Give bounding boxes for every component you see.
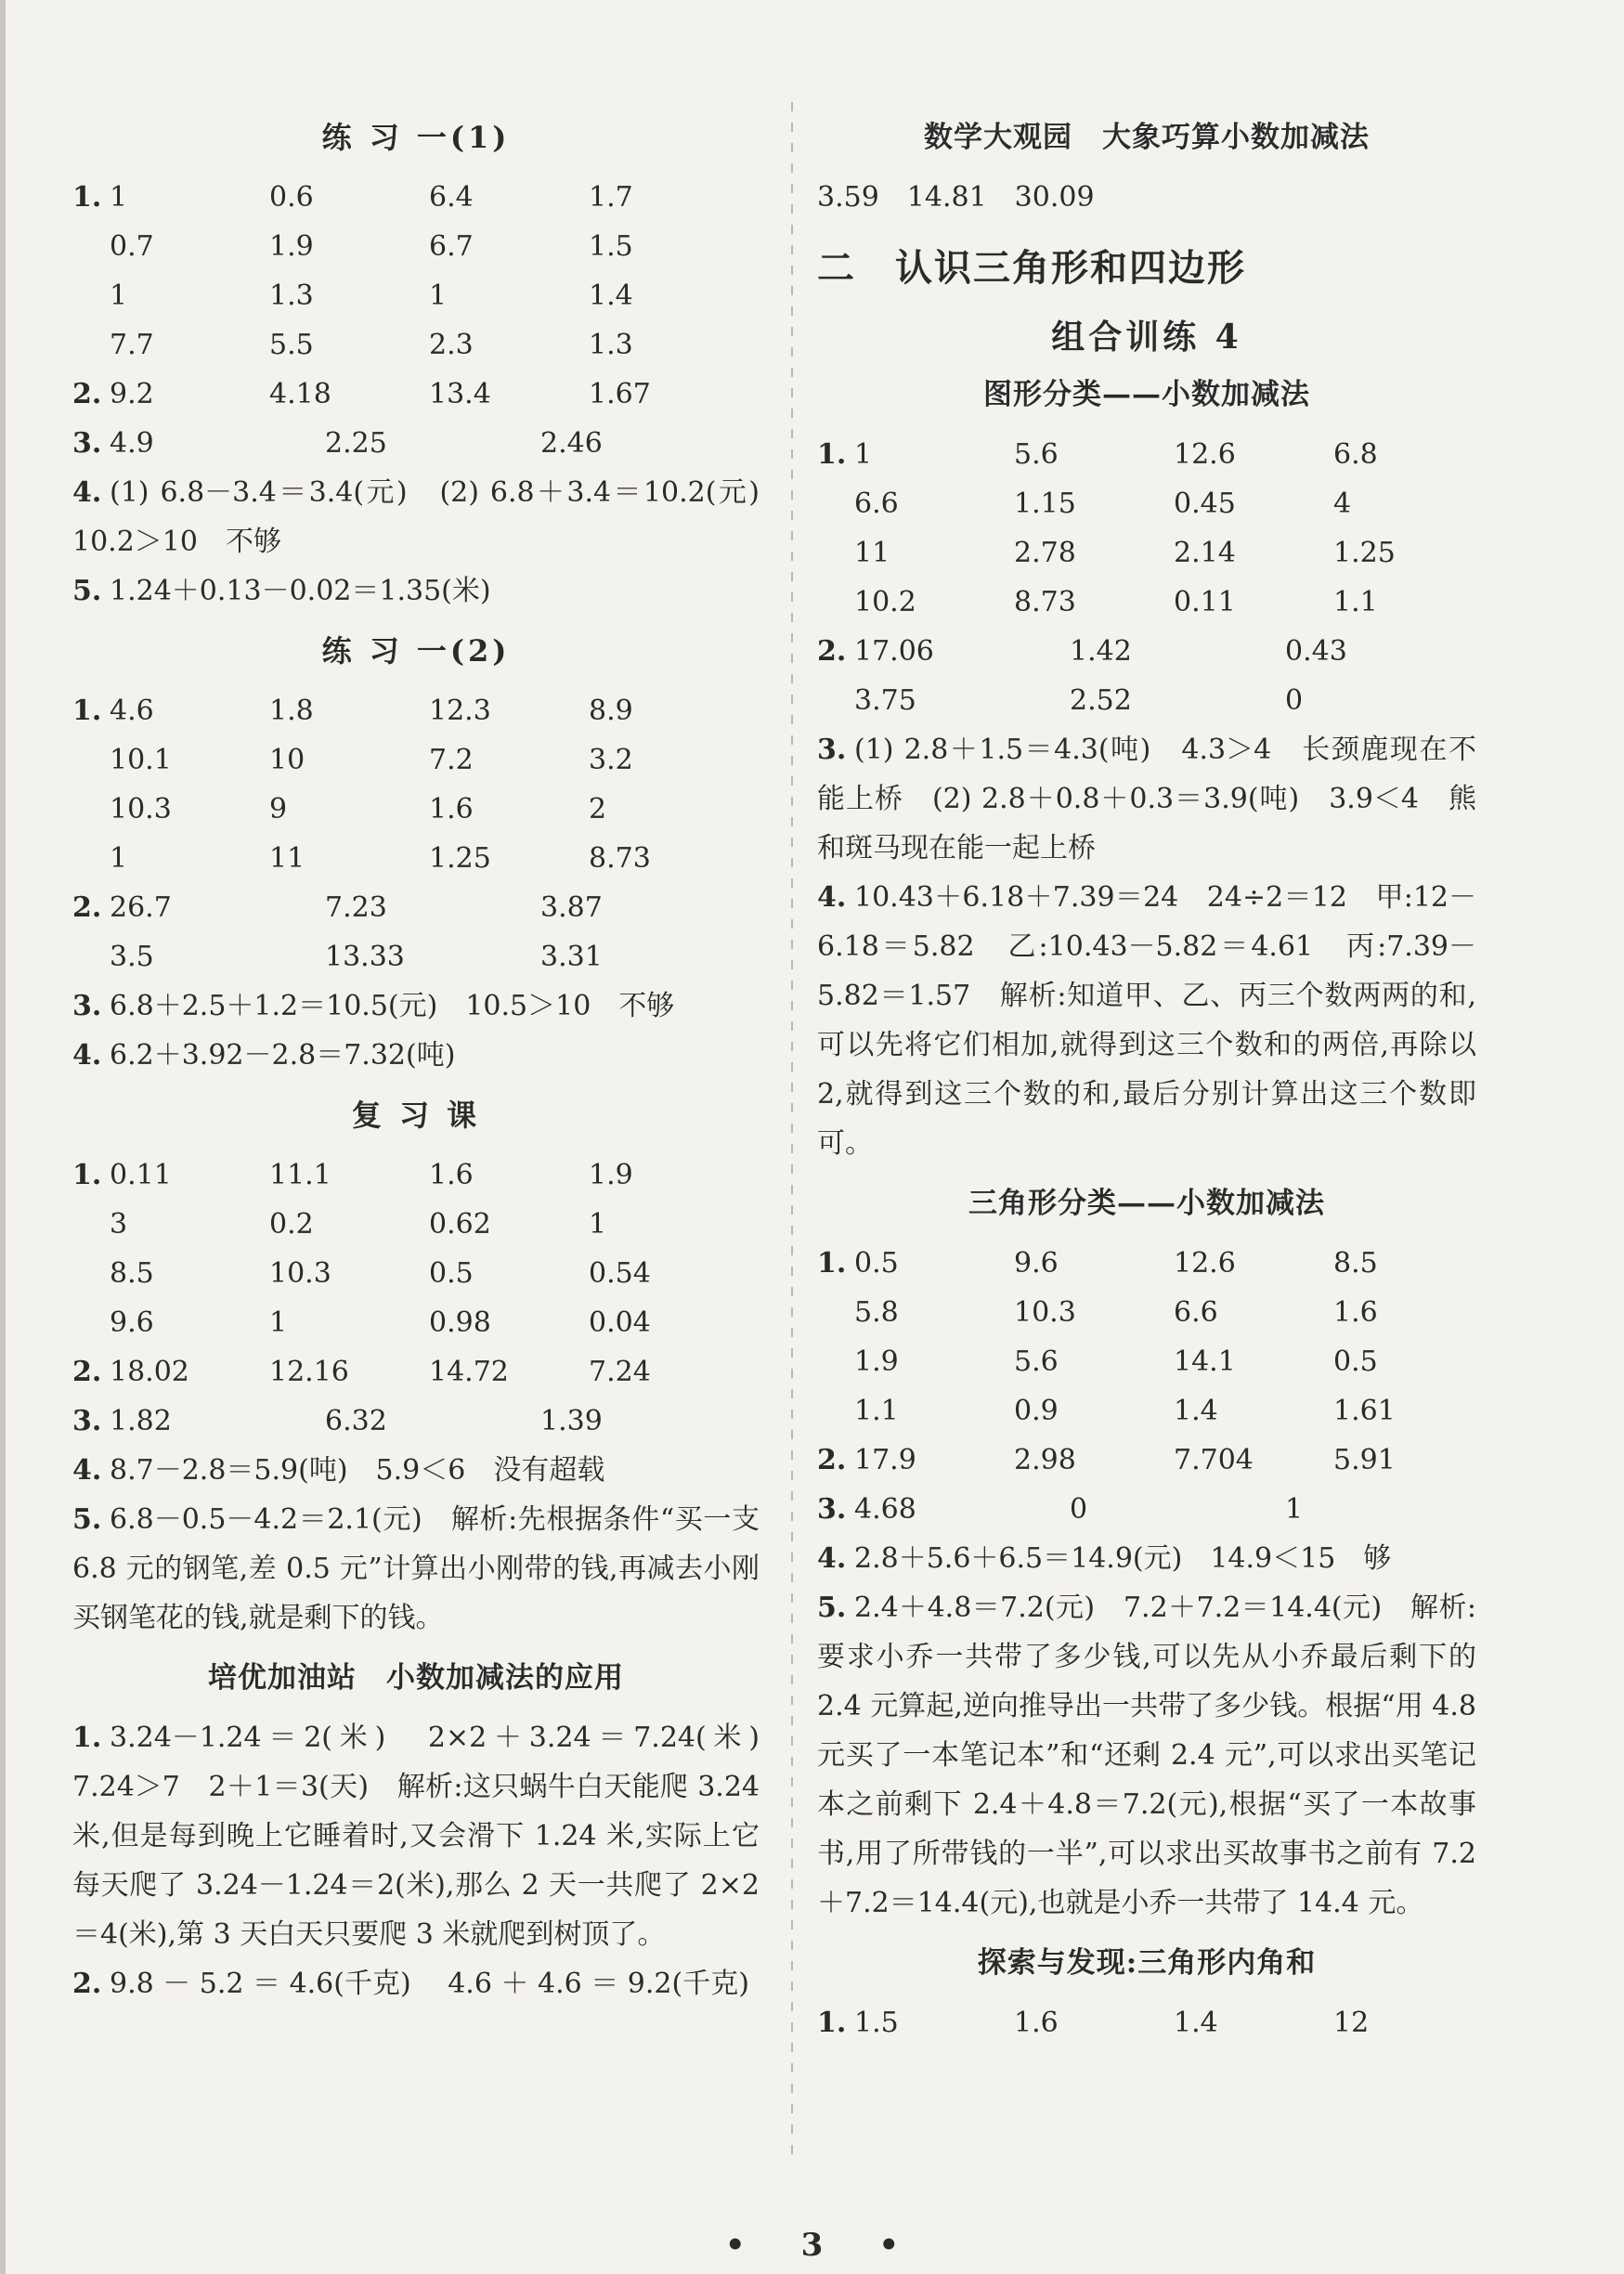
answer-cell: 12.6 <box>1174 1247 1236 1280</box>
answer-cell: 0.45 <box>1174 487 1236 520</box>
answer-cell: 1 <box>269 1306 288 1339</box>
answer-cell: 4.18 <box>269 378 331 410</box>
question-number: 1. <box>72 1159 102 1191</box>
answer-cell: 10 <box>269 744 305 776</box>
answer-cell: 18.02 <box>110 1356 189 1388</box>
answer-cell: 11 <box>854 537 890 569</box>
answer-row <box>817 676 1476 725</box>
answer-cell: 1.5 <box>589 230 633 263</box>
answer-cell: 10.3 <box>1014 1296 1076 1329</box>
question-number <box>72 222 110 271</box>
answer-paragraph <box>72 1495 760 1643</box>
answer-row <box>817 1288 1476 1337</box>
answer-cell: 1.42 <box>1070 635 1132 668</box>
question-number: 2. <box>817 1444 847 1476</box>
answer-cell: 9.2 <box>110 378 154 410</box>
right-column <box>817 102 1476 2047</box>
answer-row <box>72 1298 760 1347</box>
answer-paragraph <box>72 981 760 1031</box>
section-title: 探索与发现:三角形内角和 <box>977 1946 1317 1980</box>
question-number: 4. <box>817 1542 847 1575</box>
answer-cell: 5.6 <box>1014 438 1059 471</box>
answer-cell: 8.5 <box>1333 1247 1378 1280</box>
answer-cell: 7.23 <box>325 891 387 924</box>
answer-cell: 8.73 <box>589 842 651 875</box>
answer-row <box>72 370 760 419</box>
answer-text: 1.24＋0.13－0.02＝1.35(米) <box>110 575 491 607</box>
question-number: 1. <box>72 695 102 727</box>
answer-cell: 0.7 <box>110 230 154 263</box>
answer-cell: 1.61 <box>1333 1395 1396 1427</box>
answer-cell: 1.8 <box>269 695 314 727</box>
answer-cell: 0.9 <box>1014 1395 1059 1427</box>
answer-row <box>817 1998 1476 2047</box>
group-title: 组合训练 4 <box>1051 318 1242 357</box>
question-number <box>817 479 854 528</box>
answer-cell: 1.4 <box>1174 2007 1218 2039</box>
answer-cell: 1.6 <box>1333 1296 1378 1329</box>
answer-cell: 0.04 <box>589 1306 651 1339</box>
answer-cell: 17.9 <box>854 1444 916 1476</box>
question-number <box>817 528 854 578</box>
right-sections <box>817 372 1476 2047</box>
question-number <box>817 1337 854 1386</box>
answer-text: 8.7－2.8＝5.9(吨) 5.9＜6 没有超载 <box>110 1454 605 1487</box>
answer-paragraph <box>72 1713 787 1959</box>
answer-paragraph <box>72 1031 760 1080</box>
answer-paragraph <box>817 1583 1476 1928</box>
answer-cell: 1 <box>110 842 128 875</box>
answer-cell: 1.1 <box>854 1395 899 1427</box>
question-number: 4. <box>817 881 847 914</box>
answer-cell: 0.2 <box>269 1208 314 1241</box>
answer-row <box>72 1397 760 1446</box>
answer-cell: 5.5 <box>269 329 314 361</box>
answer-cell: 1.6 <box>429 793 474 825</box>
question-number: 2. <box>72 378 102 410</box>
answer-cell: 5.8 <box>854 1296 899 1329</box>
answer-cell: 0.5 <box>1333 1345 1378 1378</box>
section-title: 数学大观园 大象巧算小数加减法 <box>924 121 1370 154</box>
answer-row <box>72 834 760 883</box>
answer-cell: 0.6 <box>269 181 314 214</box>
answer-row <box>817 1337 1476 1386</box>
answer-cell: 1.6 <box>1014 2007 1059 2039</box>
answer-cell: 1 <box>110 181 128 214</box>
answer-cell: 2.52 <box>1070 684 1132 717</box>
answer-cell: 3.31 <box>540 941 603 973</box>
answer-cell: 3.75 <box>854 684 916 717</box>
question-number <box>72 1298 110 1347</box>
answer-row <box>72 883 760 932</box>
answer-cell: 6.7 <box>429 230 474 263</box>
answer-cell: 11.1 <box>269 1159 331 1191</box>
answer-row <box>72 932 760 981</box>
answer-row <box>817 479 1476 528</box>
question-number <box>72 735 110 785</box>
answer-row <box>817 627 1476 676</box>
answer-cell: 1.1 <box>1333 586 1378 618</box>
answer-cell: 0.11 <box>1174 586 1236 618</box>
question-number <box>72 1249 110 1298</box>
answer-cell: 1.4 <box>589 279 633 312</box>
answer-row <box>72 271 760 320</box>
answer-cell: 1 <box>854 438 873 471</box>
answer-cell: 2.78 <box>1014 537 1076 569</box>
answer-cell: 2.14 <box>1174 537 1236 569</box>
section-title: 练 习 一(2) <box>321 633 511 669</box>
answer-row <box>72 173 760 222</box>
question-number: 2. <box>72 1968 102 2000</box>
answer-cell: 0.98 <box>429 1306 491 1339</box>
answer-cell: 1 <box>1285 1493 1304 1526</box>
question-number: 2. <box>72 1356 102 1388</box>
answer-paragraph <box>817 873 1476 1168</box>
answer-cell: 2.25 <box>325 427 387 460</box>
answer-cell: 1.25 <box>429 842 491 875</box>
answer-cell: 0 <box>1070 1493 1088 1526</box>
section-title: 培优加油站 小数加减法的应用 <box>208 1661 624 1695</box>
question-number <box>72 1200 110 1249</box>
answer-text: (1) 6.8－3.4＝3.4(元) (2) 6.8＋3.4＝10.2(元) 10.2＞10 不够 <box>72 476 787 558</box>
answer-cell: 6.6 <box>854 487 899 520</box>
answer-cell: 10.1 <box>110 744 172 776</box>
question-number <box>72 320 110 370</box>
answer-cell: 2.46 <box>540 427 603 460</box>
column-divider <box>791 102 793 2164</box>
answer-cell: 4.9 <box>110 427 154 460</box>
question-number <box>817 676 854 725</box>
question-number: 3. <box>72 1405 102 1437</box>
answer-cell: 13.33 <box>325 941 405 973</box>
answer-cell: 3.5 <box>110 941 154 973</box>
answer-row <box>72 1200 760 1249</box>
answer-paragraph <box>817 1534 1476 1583</box>
answer-row <box>72 222 760 271</box>
question-number <box>72 834 110 883</box>
answer-cell: 0.5 <box>854 1247 899 1280</box>
answer-paragraph <box>72 1959 760 2008</box>
answer-row <box>817 430 1476 479</box>
question-number: 5. <box>72 1503 102 1536</box>
answer-cell: 2 <box>589 793 607 825</box>
answer-cell: 7.2 <box>429 744 474 776</box>
answer-cell: 1 <box>429 279 448 312</box>
answer-cell: 9 <box>269 793 288 825</box>
answer-row <box>72 1150 760 1200</box>
question-number <box>817 1288 854 1337</box>
answer-cell: 12.16 <box>269 1356 349 1388</box>
answer-cell: 3.87 <box>540 891 603 924</box>
answer-cell: 0.11 <box>110 1159 172 1191</box>
question-number <box>72 271 110 320</box>
answer-text: 6.8－0.5－4.2＝2.1(元) 解析:先根据条件“买一支 6.8 元的钢笔,差 0.5 元”计算出小刚带的钱,再减去小刚买钢笔花的钱,就是剩下的钱。 <box>72 1503 760 1634</box>
answer-cell: 1.9 <box>854 1345 899 1378</box>
answer-cell: 8.5 <box>110 1257 154 1290</box>
question-number <box>72 932 110 981</box>
question-number: 4. <box>72 1454 102 1487</box>
answer-cell: 10.3 <box>110 793 172 825</box>
answer-cell: 3.2 <box>589 744 633 776</box>
answer-cell: 1.3 <box>589 329 633 361</box>
answer-cell: 12.6 <box>1174 438 1236 471</box>
page-number: • 3 • <box>724 2227 900 2264</box>
answer-text: 3.24－1.24＝2(米) 2×2＋3.24＝7.24(米) 7.24＞7 2＋1＝3(天) 解析:这只蜗牛白天能爬 3.24 米,但是每到晚上它睡着时,又会滑下 1.24 米,实际上它每天爬了 3.24－1.24＝2(米),那么 2 天一共爬了 2×2＝4(米),第 3 天白天只要爬 3 米就爬到树顶了。 <box>72 1722 787 1951</box>
answer-row <box>817 578 1476 627</box>
section-title: 图形分类——小数加减法 <box>983 378 1310 411</box>
answer-cell: 1.15 <box>1014 487 1076 520</box>
section-title: 练 习 一(1) <box>321 120 511 155</box>
question-number: 1. <box>817 1247 847 1280</box>
answer-cell: 3 <box>110 1208 128 1241</box>
answer-cell: 1.5 <box>854 2007 899 2039</box>
answer-text: (1) 2.8＋1.5＝4.3(吨) 4.3＞4 长颈鹿现在不能上桥 (2) 2.8＋0.8＋0.3＝3.9(吨) 3.9＜4 熊和斑马现在能一起上桥 <box>817 734 1476 864</box>
question-number: 4. <box>72 1039 102 1072</box>
answer-paragraph <box>817 725 1476 873</box>
answer-paragraph <box>72 468 787 566</box>
answer-cell: 0.62 <box>429 1208 491 1241</box>
question-number: 1. <box>817 438 847 471</box>
answer-cell: 7.704 <box>1174 1444 1254 1476</box>
question-number: 2. <box>817 635 847 668</box>
answer-cell: 6.6 <box>1174 1296 1218 1329</box>
answer-cell: 1.9 <box>269 230 314 263</box>
question-number: 3. <box>72 990 102 1022</box>
answer-cell: 1.39 <box>540 1405 603 1437</box>
answer-cell: 6.4 <box>429 181 474 214</box>
answer-cell: 1.6 <box>429 1159 474 1191</box>
answer-cell: 4 <box>1333 487 1352 520</box>
answer-cell: 13.4 <box>429 378 491 410</box>
answer-cell: 1.25 <box>1333 537 1396 569</box>
answer-row <box>72 419 760 468</box>
answer-cell: 1.3 <box>269 279 314 312</box>
answer-cell: 5.91 <box>1333 1444 1396 1476</box>
answer-row <box>72 1347 760 1397</box>
answer-row: 3.59 14.81 30.09 <box>817 181 1095 214</box>
answer-cell: 9.6 <box>110 1306 154 1339</box>
answer-paragraph <box>72 1446 760 1495</box>
answer-cell: 4.68 <box>854 1493 916 1526</box>
answer-cell: 7.7 <box>110 329 154 361</box>
answer-row <box>817 1436 1476 1485</box>
page-edge-shadow <box>0 0 6 2274</box>
answer-cell: 6.8 <box>1333 438 1378 471</box>
question-number: 2. <box>72 891 102 924</box>
answer-cell: 0.5 <box>429 1257 474 1290</box>
part-heading: 二 认识三角形和四边形 <box>817 246 1246 290</box>
section-title: 复 习 课 <box>351 1098 481 1133</box>
answer-cell: 10.3 <box>269 1257 331 1290</box>
answer-cell: 11 <box>269 842 305 875</box>
answer-text: 2.4＋4.8＝7.2(元) 7.2＋7.2＝14.4(元) 解析:要求小乔一共带了多少钱,可以先从小乔最后剩下的 2.4 元算起,逆向推导出一共带了多少钱。根据“用 4.8 元买了一本笔记本”和“还剩 2.4 元”,可以求出买笔记本之前剩下 2.4＋4.8＝7.2(元),根据“买了一本故事书,用了所带钱的一半”,可以求出买故事书之前有 7.2＋7.2＝14.4(元),也就是小乔一共带了 14.4 元。 <box>817 1592 1476 1919</box>
answer-cell: 6.32 <box>325 1405 387 1437</box>
answer-cell: 10.2 <box>854 586 916 618</box>
question-number <box>72 785 110 834</box>
answer-row <box>817 1239 1476 1288</box>
answer-cell: 17.06 <box>854 635 934 668</box>
answer-row <box>72 735 760 785</box>
answer-cell: 26.7 <box>110 891 172 924</box>
question-number: 3. <box>817 1493 847 1526</box>
answer-cell: 1.7 <box>589 181 633 214</box>
answer-cell: 1.82 <box>110 1405 172 1437</box>
question-number <box>817 1386 854 1436</box>
answer-cell: 0.43 <box>1285 635 1347 668</box>
answer-row <box>72 785 760 834</box>
answer-cell: 12 <box>1333 2007 1370 2039</box>
answer-cell: 0.54 <box>589 1257 651 1290</box>
question-number: 5. <box>72 575 102 607</box>
answer-cell: 1.9 <box>589 1159 633 1191</box>
section-title: 三角形分类——小数加减法 <box>968 1187 1325 1220</box>
answer-row <box>817 528 1476 578</box>
question-number: 5. <box>817 1592 847 1624</box>
question-number: 1. <box>817 2007 847 2039</box>
answer-text: 2.8＋5.6＋6.5＝14.9(元) 14.9＜15 够 <box>854 1542 1392 1575</box>
answer-cell: 12.3 <box>429 695 491 727</box>
left-column <box>72 102 787 2008</box>
answer-cell: 9.6 <box>1014 1247 1059 1280</box>
answer-text: 6.2＋3.92－2.8＝7.32(吨) <box>110 1039 456 1072</box>
answer-cell: 1 <box>110 279 128 312</box>
answer-row <box>72 686 760 735</box>
answer-cell: 8.73 <box>1014 586 1076 618</box>
answer-row <box>72 1249 760 1298</box>
answer-cell: 2.3 <box>429 329 474 361</box>
answer-row <box>817 1386 1476 1436</box>
answer-paragraph <box>72 566 760 616</box>
answer-cell: 14.1 <box>1174 1345 1236 1378</box>
answer-cell: 7.24 <box>589 1356 651 1388</box>
answer-row <box>72 320 760 370</box>
answer-row <box>817 1485 1476 1534</box>
answer-cell: 0 <box>1285 684 1304 717</box>
answer-text: 10.43＋6.18＋7.39＝24 24÷2＝12 甲:12－6.18＝5.82 乙:10.43－5.82＝4.61 丙:7.39－5.82＝1.57 解析:知道甲、乙、丙三个数两两的和,可以先将它们相加,就得到这三个数和的两倍,再除以 2,就得到这三个数的和,最后分别计算出这三个数即可。 <box>817 881 1476 1160</box>
question-number <box>817 578 854 627</box>
question-number: 3. <box>817 734 847 766</box>
answer-text: 9.8 － 5.2 ＝ 4.6(千克) 4.6 ＋ 4.6 ＝ 9.2(千克) <box>110 1968 749 2000</box>
answer-cell: 1 <box>589 1208 607 1241</box>
answer-text: 6.8＋2.5＋1.2＝10.5(元) 10.5＞10 不够 <box>110 990 675 1022</box>
question-number: 1. <box>72 1722 102 1754</box>
question-number: 4. <box>72 476 102 509</box>
answer-cell: 4.6 <box>110 695 154 727</box>
answer-cell: 5.6 <box>1014 1345 1059 1378</box>
question-number: 3. <box>72 427 102 460</box>
answer-cell: 1.67 <box>589 378 651 410</box>
answer-cell: 1.4 <box>1174 1395 1218 1427</box>
answer-cell: 2.98 <box>1014 1444 1076 1476</box>
answer-cell: 14.72 <box>429 1356 509 1388</box>
answer-cell: 8.9 <box>589 695 633 727</box>
question-number: 1. <box>72 181 102 214</box>
